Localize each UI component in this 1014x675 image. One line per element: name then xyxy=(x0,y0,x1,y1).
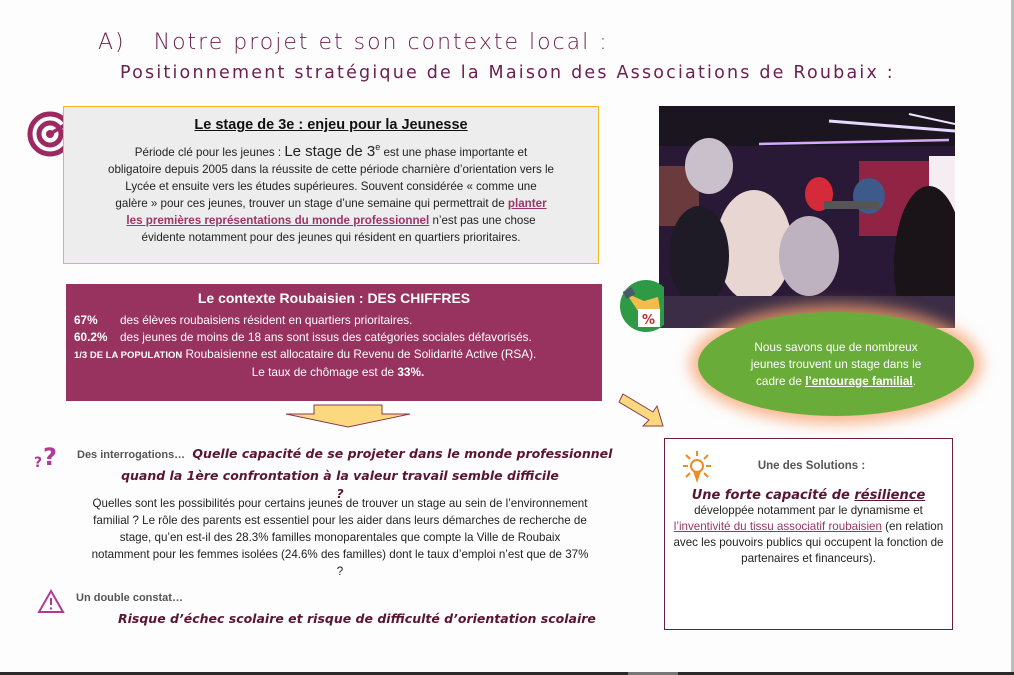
chiffre-key: 33%. xyxy=(397,365,425,379)
warning-icon xyxy=(37,589,65,614)
section-title-text: Notre projet et son contexte local : xyxy=(153,30,609,55)
callout-link[interactable]: l’entourage familial xyxy=(805,373,913,388)
solution-t1: développée notamment par le dynamisme et xyxy=(694,504,923,517)
solution-heading: Une des Solutions : xyxy=(757,460,866,472)
chiffre-text: des jeunes de moins de 18 ans sont issus des catégories sociales défavorisés. xyxy=(120,330,532,344)
solution-text xyxy=(671,503,946,567)
stage-heading: Le stage de 3e : enjeu pour la Jeunesse xyxy=(194,117,468,133)
solution-link[interactable]: l’inventivité du tissu associatif roubaisien xyxy=(673,520,882,533)
svg-text:%: % xyxy=(642,313,656,328)
stage-big-text: Le stage de 3 xyxy=(284,143,376,160)
chiffre-row xyxy=(66,312,602,329)
chiffre-row xyxy=(66,346,602,364)
lightbulb-icon xyxy=(677,449,717,487)
stage-sup: e xyxy=(375,142,381,152)
photo-scene xyxy=(659,106,955,328)
chiffres-heading: Le contexte Roubaisien : DES CHIFFRES xyxy=(197,290,471,306)
chiffre-row xyxy=(66,329,602,346)
chiffre-key: 1/3 DE LA POPULATION xyxy=(74,350,183,361)
stage-intro: Période clé pour les jeunes : xyxy=(134,146,285,159)
down-arrow-icon xyxy=(284,404,412,428)
section-subtitle: Positionnement stratégique de la Maison des Associations de Roubaix : xyxy=(120,63,895,83)
stage-text1: est une phase importante et obligatoire depuis 2005 dans la réussite de cette période charnière d’orientation vers le Lycée et ensuite vers les études supérieures. Souvent considérée « comme une galère » pour ces jeunes, trouver un stage d’une semaine qui permettrait de xyxy=(108,146,554,210)
solution-lead-text: Une forte capacité de xyxy=(691,488,855,503)
constat-em: Risque d’échec scolaire et risque de difficulté d’orientation scolaire xyxy=(118,611,596,626)
chiffre-key: 67% xyxy=(74,313,98,327)
questions-paragraph: Quelles sont les possibilités pour certains jeunes de trouver un stage au sein de l’environnement familial ? Le rôle des parents est essentiel pour les aider dans leurs démarches de recherche de stage, qu’en est-il des 28.3% familles monoparentales que compte la Ville de Roubaix notamment pour les femmes isolées (24.6% des familles) dont le taux d’emploi n’est que de 37% ? xyxy=(91,497,589,578)
stage-box xyxy=(63,106,599,264)
callout-body: Nous savons que de nombreux jeunes trouvent un stage dans le cadre de xyxy=(750,339,922,388)
section-letter: A) xyxy=(98,30,126,55)
solution-lead xyxy=(665,488,952,503)
stage-big xyxy=(284,143,380,160)
chiffre-key: 60.2% xyxy=(74,330,108,344)
stage-paragraph xyxy=(108,139,554,246)
stage-link[interactable]: planter les premières représentations du monde professionnel xyxy=(126,197,547,227)
chiffre-text: des élèves roubaisiens résident en quartiers prioritaires. xyxy=(120,313,413,327)
svg-text:?: ? xyxy=(43,443,57,471)
section-title xyxy=(98,30,609,55)
chiffres-box xyxy=(66,284,602,401)
event-photo xyxy=(659,106,955,328)
solution-t2: (en relation avec les pouvoirs publics qui occupent la fonction de partenaires et financeurs). xyxy=(673,520,944,565)
solution-lead-underlined: résilience xyxy=(854,488,926,503)
solution-box xyxy=(664,438,953,630)
questions-text1: Quelle capacité de se projeter dans le monde professionnel xyxy=(192,446,613,461)
questions-label: Des interrogations… xyxy=(77,449,186,461)
chiffre-row xyxy=(66,364,602,381)
constat-text xyxy=(118,610,596,628)
svg-text:?: ? xyxy=(34,455,43,471)
questions-line1 xyxy=(77,446,612,461)
handshake-percent-icon xyxy=(620,279,664,333)
stage-text2: n’est pas une chose évidente notamment pour des jeunes qui résident en quartiers prioritaires. xyxy=(141,214,536,244)
family-callout xyxy=(698,312,974,416)
questions-text2: quand la 1ère confrontation à la valeur travail semble difficile ? xyxy=(121,468,559,501)
chiffre-text: Le taux de chômage est de xyxy=(251,365,398,379)
diagonal-arrow-icon xyxy=(617,392,667,430)
chiffre-text: Roubaisienne est allocataire du Revenu de Solidarité Active (RSA). xyxy=(185,347,537,361)
constat-label: Un double constat… xyxy=(76,592,183,604)
callout-text xyxy=(741,339,931,390)
question-marks-icon xyxy=(34,441,64,471)
callout-end: . xyxy=(912,373,916,388)
